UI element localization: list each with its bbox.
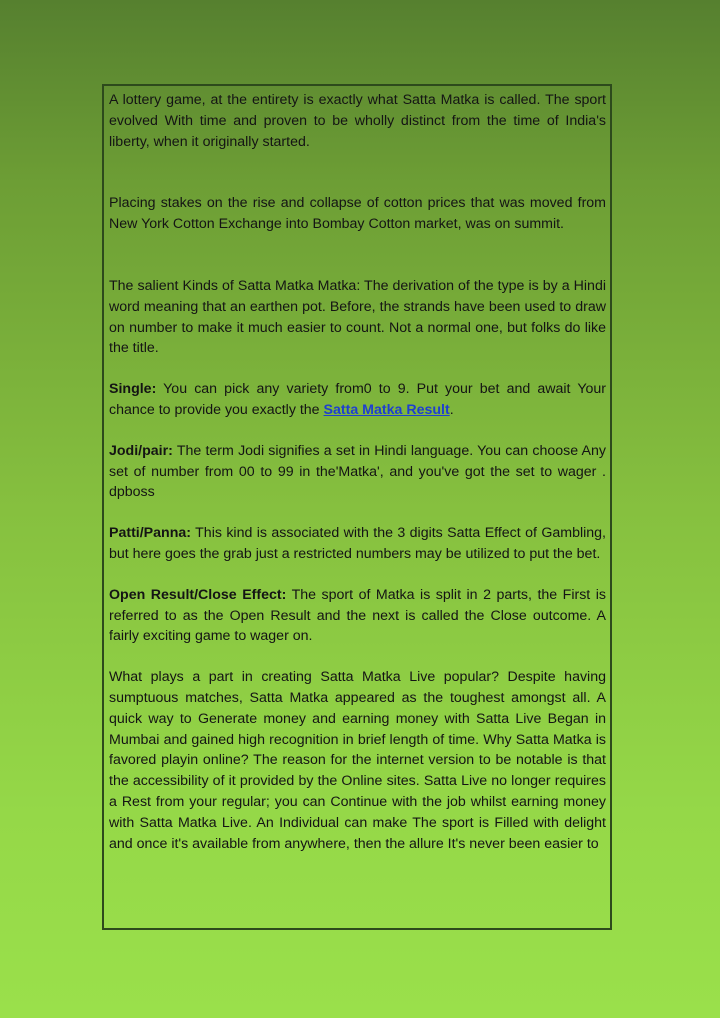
- document-frame: [102, 84, 612, 930]
- kinds-paragraph: The salient Kinds of Satta Matka Matka: The derivation of the type is by a Hindi word meaning that an earthen pot. Before, the strands have been used to draw on number to make it much easier to count. Not a normal one, but folks do like the title.: [109, 277, 606, 357]
- intro-paragraph: A lottery game, at the entirety is exactly what Satta Matka is called. The sport evolved With time and proven to be wholly distinct from the time of India's liberty, when it originally started.: [109, 92, 606, 150]
- cotton-paragraph: Placing stakes on the rise and collapse of cotton prices that was moved from New York Cotton Exchange into Bombay Cotton market, was on summit.: [109, 195, 606, 233]
- jodi-label: Jodi/pair:: [109, 442, 173, 459]
- single-paragraph: [109, 379, 606, 421]
- patti-text: This kind is associated with the 3 digits Satta Effect of Gambling, but here goes the grab just a restricted numbers may be utilized to put the bet.: [109, 525, 606, 562]
- single-label: Single:: [109, 381, 157, 398]
- patti-paragraph: [109, 523, 606, 565]
- satta-matka-result-link[interactable]: Satta Matka Result: [323, 401, 450, 418]
- jodi-text: The term Jodi signifies a set in Hindi language. You can choose Any set of number from 00 to 99 in the'Matka', and you've got the set to wager . dpboss: [109, 442, 606, 501]
- patti-label: Patti/Panna:: [109, 525, 191, 542]
- jodi-paragraph: [109, 441, 606, 503]
- open-close-label: Open Result/Close Effect:: [109, 586, 287, 603]
- open-close-text: The sport of Matka is split in 2 parts, the First is referred to as the Open Result and the next is called the Close outcome. A fairly exciting game to wager on.: [109, 586, 606, 645]
- single-text: You can pick any variety from0 to 9. Put your bet and await Your chance to provide you exactly the: [109, 381, 606, 418]
- single-end: .: [449, 401, 454, 418]
- popularity-paragraph: What plays a part in creating Satta Matka Live popular? Despite having sumptuous matches, Satta Matka appeared as the toughest amongst all. A quick way to Generate money and earning money with Satta Live Began in Mumbai and gained high recognition in brief length of time. Why Satta Matka is favored playin online? The reason for the internet version to be notable is that the accessibility of it provided by the Online sites. Satta Live no longer requires a Rest from your regular; you can Continue with the job whilst earning money with Satta Matka Live. An Individual can make The sport is Filled with delight and once it's available from anywhere, then the allure It's never been easier to: [109, 669, 606, 852]
- open-close-paragraph: [109, 585, 606, 647]
